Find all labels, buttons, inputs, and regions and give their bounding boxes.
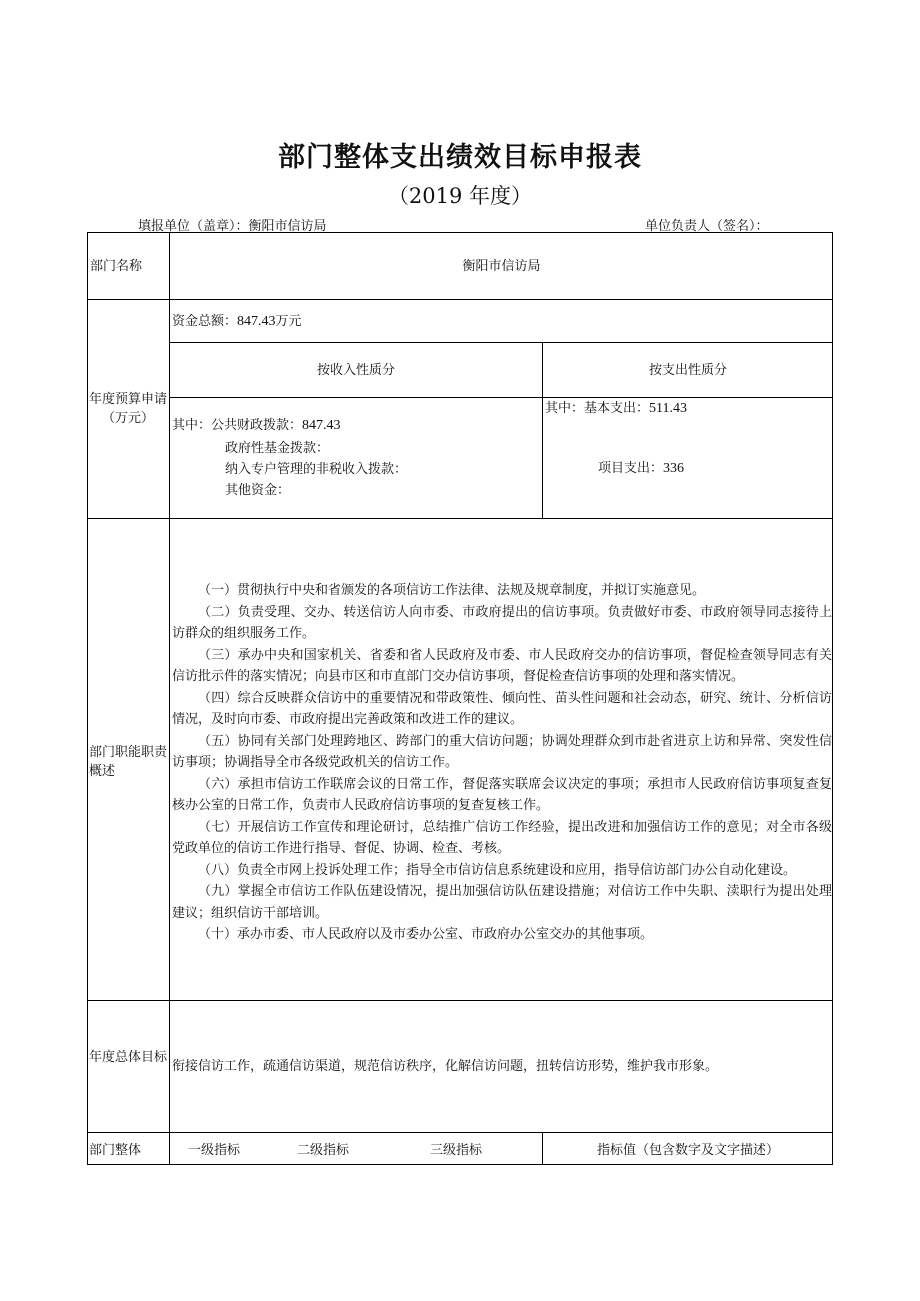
total-funds-unit: 万元 bbox=[275, 314, 302, 329]
duty-item: （一）贯彻执行中央和省颁发的各项信访工作法律、法规及规章制度，并拟订实施意见。 bbox=[198, 583, 706, 598]
reporting-unit: 填报单位（盖章）：衡阳市信访局 bbox=[138, 219, 327, 234]
gov-fund-allocation: 政府性基金拨款： bbox=[225, 441, 330, 456]
basic-expenditure bbox=[545, 400, 687, 417]
duties-list bbox=[172, 580, 832, 946]
duties-label: 部门职能职责概述 bbox=[89, 745, 168, 779]
duty-item: （十）承办市委、市人民政府以及市委办公室、市政府办公室交办的其他事项。 bbox=[198, 927, 654, 942]
project-expenditure-value: 336 bbox=[663, 461, 685, 476]
annual-goal-value: 衔接信访工作，疏通信访渠道，规范信访秩序，化解信访问题，扭转信访形势，维护我市形象。 bbox=[172, 1059, 719, 1074]
row-divider bbox=[87, 1132, 833, 1133]
duty-item: （五）协同有关部门处理跨地区、跨部门的重大信访问题；协调处理群众到市赴省进京上访和异常、突发性信访事项；协调指导全市各级党政机关的信访工作。 bbox=[172, 733, 832, 770]
basic-expenditure-value: 511.43 bbox=[649, 401, 687, 416]
row-divider bbox=[170, 397, 833, 398]
row-divider bbox=[87, 518, 833, 519]
annual-goal-label: 年度总体目标 bbox=[89, 1050, 168, 1065]
duty-item: （二）负责受理、交办、转送信访人向市委、市政府提出的信访事项。负责做好市委、市政府领导同志接待上访群众的组织服务工作。 bbox=[172, 604, 832, 641]
year-subtitle: （2019 年度） bbox=[387, 184, 533, 208]
responsible-person: 单位负责人（签名）： bbox=[645, 219, 769, 234]
duty-item: （九）掌握全市信访工作队伍建设情况，提出加强信访队伍建设措施；对信访工作中失职、渎职行为提出处理建议；组织信访干部培训。 bbox=[172, 884, 832, 921]
project-expenditure bbox=[598, 460, 684, 477]
basic-expenditure-label: 其中：基本支出： bbox=[545, 401, 650, 416]
indicator-value-header: 指标值（包含数字及文字描述） bbox=[596, 1143, 779, 1158]
total-funds-value: 847.43 bbox=[237, 314, 276, 329]
row-divider bbox=[170, 342, 833, 343]
level1-indicator-header: 一级指标 bbox=[188, 1143, 241, 1158]
duty-item: （六）承担市信访工作联席会议的日常工作，督促落实联席会议决定的事项；承担市人民政府信访事项复查复核办公室的日常工作，负责市人民政府信访事项的复查复核工作。 bbox=[172, 776, 832, 813]
level2-indicator-header: 二级指标 bbox=[297, 1143, 350, 1158]
page-title: 部门整体支出绩效目标申报表 bbox=[278, 142, 642, 173]
dept-name-value: 衡阳市信访局 bbox=[462, 259, 541, 274]
other-funds: 其他资金： bbox=[225, 483, 291, 498]
non-tax-income-allocation: 纳入专户管理的非税收入拨款： bbox=[225, 462, 408, 477]
row-divider bbox=[87, 299, 833, 300]
project-expenditure-label: 项目支出： bbox=[598, 461, 664, 476]
level3-indicator-header: 三级指标 bbox=[430, 1143, 483, 1158]
total-funds bbox=[172, 313, 302, 330]
duty-item: （四）综合反映群众信访中的重要情况和带政策性、倾向性、苗头性问题和社会动态，研究、统计、分析信访情况，及时向市委、市政府提出完善政策和改进工作的建议。 bbox=[172, 690, 832, 727]
duty-item: （八）负责全市网上投诉处理工作；指导全市信访信息系统建设和应用，指导信访部门办公自动化建设。 bbox=[198, 862, 797, 878]
row-divider bbox=[87, 1000, 833, 1001]
duty-item: （三）承办中央和国家机关、省委和省人民政府及市委、市人民政府交办的信访事项，督促检查领导同志有关信访批示件的落实情况；向县市区和市直部门交办信访事项，督促检查信访事项的处理和落实情况。 bbox=[172, 647, 832, 684]
total-funds-prefix: 资金总额： bbox=[172, 314, 238, 329]
public-finance-value: 847.43 bbox=[302, 418, 341, 433]
duty-item: （七）开展信访工作宣传和理论研讨，总结推广信访工作经验，提出改进和加强信访工作的意见；对全市各级党政单位的信访工作进行指导、督促、协调、检查、考核。 bbox=[172, 819, 832, 856]
public-finance-label: 其中：公共财政拨款： bbox=[172, 418, 303, 433]
dept-name-label: 部门名称 bbox=[90, 259, 143, 274]
budget-label: 年度预算申请（万元） bbox=[89, 392, 168, 426]
expense-header: 按支出性质分 bbox=[648, 363, 727, 378]
public-finance-allocation bbox=[172, 417, 341, 434]
indicators-label: 部门整体 bbox=[89, 1143, 142, 1158]
income-header: 按收入性质分 bbox=[316, 363, 395, 378]
